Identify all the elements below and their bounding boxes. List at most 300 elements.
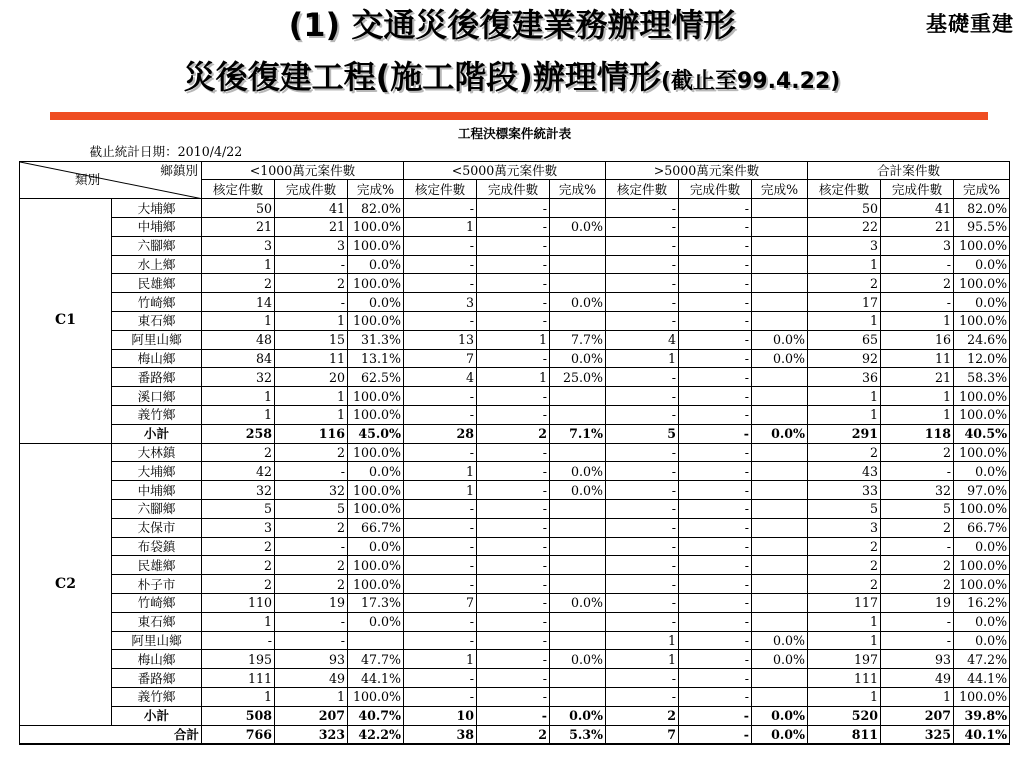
- value-cell: [752, 368, 808, 387]
- value-cell: [550, 612, 606, 631]
- value-cell: 1: [881, 687, 954, 706]
- value-cell: -: [404, 255, 477, 274]
- value-cell: 3: [881, 236, 954, 255]
- table-row: [20, 405, 1010, 424]
- value-cell: 13: [404, 330, 477, 349]
- value-cell: 47.2%: [954, 650, 1010, 669]
- value-cell: -: [404, 387, 477, 406]
- value-cell: 14: [202, 293, 275, 312]
- value-cell: -: [477, 481, 550, 500]
- value-cell: 2: [275, 556, 348, 575]
- value-cell: 1: [606, 650, 679, 669]
- value-cell: 41: [275, 199, 348, 218]
- value-cell: -: [606, 556, 679, 575]
- value-cell: 1: [404, 481, 477, 500]
- value-cell: 2: [808, 274, 881, 293]
- total-value: 7: [606, 725, 679, 744]
- value-cell: -: [477, 687, 550, 706]
- value-cell: 4: [404, 368, 477, 387]
- value-cell: -: [477, 274, 550, 293]
- value-cell: -: [606, 236, 679, 255]
- group-header: <1000萬元案件數: [202, 161, 404, 180]
- value-cell: 32: [202, 481, 275, 500]
- value-cell: 2: [881, 518, 954, 537]
- total-value: -: [679, 725, 752, 744]
- stats-date: 截止統計日期：2010/4/22: [89, 144, 243, 160]
- value-cell: 1: [404, 217, 477, 236]
- value-cell: [752, 274, 808, 293]
- value-cell: -: [679, 575, 752, 594]
- value-cell: -: [881, 462, 954, 481]
- value-cell: -: [679, 217, 752, 236]
- value-cell: 62.5%: [348, 368, 404, 387]
- value-cell: -: [404, 631, 477, 650]
- value-cell: -: [679, 462, 752, 481]
- value-cell: [550, 631, 606, 650]
- value-cell: -: [477, 631, 550, 650]
- table-row: [20, 499, 1010, 518]
- table-row: [20, 217, 1010, 236]
- value-cell: [752, 612, 808, 631]
- value-cell: [752, 537, 808, 556]
- township-cell: 大林鎮: [112, 443, 202, 462]
- value-cell: -: [404, 443, 477, 462]
- total-value: 38: [404, 725, 477, 744]
- value-cell: 2: [202, 443, 275, 462]
- value-cell: 13.1%: [348, 349, 404, 368]
- value-cell: -: [477, 311, 550, 330]
- subtotal-value: 116: [275, 424, 348, 443]
- value-cell: 47.7%: [348, 650, 404, 669]
- value-cell: 1: [202, 255, 275, 274]
- value-cell: 0.0%: [752, 349, 808, 368]
- total-value: 42.2%: [348, 725, 404, 744]
- table-row: [20, 669, 1010, 688]
- value-cell: 2: [881, 556, 954, 575]
- sub-header: 完成件數: [275, 180, 348, 199]
- value-cell: -: [679, 311, 752, 330]
- value-cell: 11: [275, 349, 348, 368]
- value-cell: 17.3%: [348, 593, 404, 612]
- value-cell: 1: [275, 311, 348, 330]
- value-cell: 44.1%: [954, 669, 1010, 688]
- value-cell: 111: [808, 669, 881, 688]
- value-cell: [550, 199, 606, 218]
- value-cell: -: [404, 537, 477, 556]
- value-cell: -: [606, 462, 679, 481]
- value-cell: -: [606, 575, 679, 594]
- value-cell: [752, 575, 808, 594]
- value-cell: 110: [202, 593, 275, 612]
- value-cell: -: [404, 311, 477, 330]
- value-cell: 49: [275, 669, 348, 688]
- table-row: [20, 537, 1010, 556]
- value-cell: 0.0%: [752, 631, 808, 650]
- value-cell: 3: [275, 236, 348, 255]
- value-cell: -: [606, 669, 679, 688]
- value-cell: -: [477, 387, 550, 406]
- value-cell: [752, 499, 808, 518]
- value-cell: 11: [881, 349, 954, 368]
- township-cell: 大埔鄉: [112, 462, 202, 481]
- township-cell: 義竹鄉: [112, 405, 202, 424]
- value-cell: -: [606, 274, 679, 293]
- value-cell: -: [679, 293, 752, 312]
- value-cell: -: [275, 293, 348, 312]
- table-row: [20, 293, 1010, 312]
- subtotal-value: -: [679, 424, 752, 443]
- subtotal-value: 0.0%: [752, 706, 808, 725]
- value-cell: 0.0%: [550, 349, 606, 368]
- subtotal-row: [20, 706, 1010, 725]
- value-cell: 1: [404, 650, 477, 669]
- value-cell: 20: [275, 368, 348, 387]
- value-cell: -: [606, 255, 679, 274]
- value-cell: 16: [881, 330, 954, 349]
- value-cell: 1: [808, 255, 881, 274]
- value-cell: 100.0%: [954, 311, 1010, 330]
- sub-header: 完成%: [550, 180, 606, 199]
- township-cell: 阿里山鄉: [112, 330, 202, 349]
- value-cell: 117: [808, 593, 881, 612]
- value-cell: 84: [202, 349, 275, 368]
- value-cell: 19: [881, 593, 954, 612]
- value-cell: [348, 631, 404, 650]
- value-cell: 17: [808, 293, 881, 312]
- value-cell: -: [606, 217, 679, 236]
- value-cell: -: [881, 255, 954, 274]
- value-cell: 3: [202, 518, 275, 537]
- township-cell: 水上鄉: [112, 255, 202, 274]
- value-cell: 0.0%: [550, 650, 606, 669]
- value-cell: 21: [881, 217, 954, 236]
- value-cell: -: [275, 631, 348, 650]
- value-cell: 7: [404, 349, 477, 368]
- value-cell: 21: [202, 217, 275, 236]
- value-cell: [752, 217, 808, 236]
- value-cell: 97.0%: [954, 481, 1010, 500]
- value-cell: [752, 518, 808, 537]
- value-cell: -: [606, 311, 679, 330]
- value-cell: 1: [202, 612, 275, 631]
- value-cell: -: [477, 349, 550, 368]
- table-row: [20, 612, 1010, 631]
- value-cell: 1: [404, 462, 477, 481]
- value-cell: 82.0%: [348, 199, 404, 218]
- corner-label: 基礎重建: [926, 11, 1014, 36]
- value-cell: -: [679, 349, 752, 368]
- value-cell: [752, 443, 808, 462]
- slide-title-main: 災後復建工程(施工階段)辦理情形: [183, 58, 661, 96]
- value-cell: 5: [202, 499, 275, 518]
- value-cell: -: [606, 387, 679, 406]
- table-row: [20, 199, 1010, 218]
- group-header: 合計案件數: [808, 161, 1010, 180]
- value-cell: 2: [202, 274, 275, 293]
- township-cell: 朴子市: [112, 575, 202, 594]
- township-cell: 大埔鄉: [112, 199, 202, 218]
- value-cell: 1: [275, 387, 348, 406]
- sub-header: 完成%: [348, 180, 404, 199]
- value-cell: 1: [202, 687, 275, 706]
- value-cell: [752, 293, 808, 312]
- value-cell: -: [404, 687, 477, 706]
- table-row: [20, 349, 1010, 368]
- value-cell: 0.0%: [752, 330, 808, 349]
- table-row: [20, 650, 1010, 669]
- value-cell: -: [477, 462, 550, 481]
- value-cell: 1: [808, 387, 881, 406]
- subtotal-value: 520: [808, 706, 881, 725]
- value-cell: [752, 236, 808, 255]
- value-cell: -: [679, 330, 752, 349]
- value-cell: 0.0%: [550, 593, 606, 612]
- table-row: [20, 330, 1010, 349]
- value-cell: -: [606, 518, 679, 537]
- value-cell: 100.0%: [348, 499, 404, 518]
- category-cell: C1: [20, 199, 112, 443]
- value-cell: 100.0%: [954, 499, 1010, 518]
- value-cell: [550, 255, 606, 274]
- value-cell: -: [404, 575, 477, 594]
- sub-header: 核定件數: [606, 180, 679, 199]
- value-cell: 0.0%: [550, 293, 606, 312]
- subtotal-value: 45.0%: [348, 424, 404, 443]
- value-cell: [550, 537, 606, 556]
- value-cell: -: [679, 537, 752, 556]
- value-cell: -: [679, 593, 752, 612]
- table-row: [20, 462, 1010, 481]
- value-cell: -: [404, 199, 477, 218]
- value-cell: 21: [275, 217, 348, 236]
- value-cell: -: [679, 405, 752, 424]
- value-cell: -: [679, 481, 752, 500]
- township-cell: 民雄鄉: [112, 274, 202, 293]
- value-cell: -: [404, 669, 477, 688]
- value-cell: 4: [606, 330, 679, 349]
- value-cell: 32: [202, 368, 275, 387]
- value-cell: -: [679, 274, 752, 293]
- value-cell: 1: [202, 405, 275, 424]
- value-cell: 2: [808, 575, 881, 594]
- subtotal-value: -: [679, 706, 752, 725]
- subtotal-value: 291: [808, 424, 881, 443]
- value-cell: [752, 311, 808, 330]
- value-cell: -: [679, 499, 752, 518]
- subtotal-value: 118: [881, 424, 954, 443]
- township-cell: 中埔鄉: [112, 217, 202, 236]
- value-cell: 32: [881, 481, 954, 500]
- value-cell: [550, 518, 606, 537]
- value-cell: 66.7%: [954, 518, 1010, 537]
- table-row: [20, 593, 1010, 612]
- subtotal-value: 207: [275, 706, 348, 725]
- total-row: [20, 725, 1010, 744]
- value-cell: 42: [202, 462, 275, 481]
- value-cell: 2: [881, 274, 954, 293]
- value-cell: [550, 687, 606, 706]
- value-cell: [550, 405, 606, 424]
- township-cell: 六腳鄉: [112, 236, 202, 255]
- value-cell: 1: [202, 387, 275, 406]
- value-cell: -: [606, 612, 679, 631]
- subtotal-value: 207: [881, 706, 954, 725]
- value-cell: 5: [881, 499, 954, 518]
- table-row: [20, 387, 1010, 406]
- value-cell: -: [477, 575, 550, 594]
- total-value: 325: [881, 725, 954, 744]
- township-cell: 番路鄉: [112, 368, 202, 387]
- value-cell: -: [606, 368, 679, 387]
- value-cell: [752, 687, 808, 706]
- value-cell: 1: [881, 405, 954, 424]
- value-cell: 41: [881, 199, 954, 218]
- value-cell: [550, 669, 606, 688]
- table-row: [20, 481, 1010, 500]
- value-cell: 2: [202, 575, 275, 594]
- value-cell: 100.0%: [348, 217, 404, 236]
- value-cell: [752, 255, 808, 274]
- value-cell: -: [477, 669, 550, 688]
- value-cell: 2: [202, 556, 275, 575]
- slide-title-line1: (1) 交通災後復建業務辦理情形: [288, 6, 736, 44]
- statistics-table: [19, 125, 1010, 745]
- value-cell: -: [275, 612, 348, 631]
- subtotal-value: 40.5%: [954, 424, 1010, 443]
- subtotal-value: 5: [606, 424, 679, 443]
- value-cell: [550, 556, 606, 575]
- value-cell: -: [202, 631, 275, 650]
- value-cell: 111: [202, 669, 275, 688]
- value-cell: 2: [808, 537, 881, 556]
- value-cell: 2: [808, 556, 881, 575]
- value-cell: 2: [275, 575, 348, 594]
- slide-title-line2: [0, 58, 1024, 101]
- value-cell: -: [606, 499, 679, 518]
- total-label: 合計: [20, 725, 202, 744]
- sub-header: 核定件數: [202, 180, 275, 199]
- value-cell: 15: [275, 330, 348, 349]
- value-cell: [550, 387, 606, 406]
- subtotal-value: 508: [202, 706, 275, 725]
- table-row: [20, 443, 1010, 462]
- value-cell: -: [679, 443, 752, 462]
- value-cell: 7.7%: [550, 330, 606, 349]
- value-cell: 36: [808, 368, 881, 387]
- value-cell: 24.6%: [954, 330, 1010, 349]
- header-township: 鄉鎮別: [160, 162, 198, 178]
- value-cell: -: [881, 537, 954, 556]
- value-cell: -: [477, 593, 550, 612]
- subtotal-value: 2: [477, 424, 550, 443]
- table-row: [20, 518, 1010, 537]
- value-cell: -: [404, 518, 477, 537]
- header-category: 類別: [75, 171, 101, 187]
- value-cell: -: [404, 236, 477, 255]
- total-value: 2: [477, 725, 550, 744]
- value-cell: 21: [881, 368, 954, 387]
- value-cell: 2: [881, 575, 954, 594]
- value-cell: 1: [808, 311, 881, 330]
- value-cell: -: [477, 199, 550, 218]
- value-cell: 0.0%: [550, 462, 606, 481]
- value-cell: -: [679, 199, 752, 218]
- township-cell: 梅山鄉: [112, 349, 202, 368]
- value-cell: -: [477, 499, 550, 518]
- value-cell: -: [275, 537, 348, 556]
- value-cell: 100.0%: [348, 274, 404, 293]
- value-cell: 32: [275, 481, 348, 500]
- value-cell: 0.0%: [348, 293, 404, 312]
- value-cell: [752, 669, 808, 688]
- value-cell: -: [477, 236, 550, 255]
- value-cell: -: [606, 199, 679, 218]
- value-cell: 2: [275, 274, 348, 293]
- value-cell: 7: [404, 593, 477, 612]
- value-cell: 33: [808, 481, 881, 500]
- subtotal-value: 7.1%: [550, 424, 606, 443]
- value-cell: [752, 462, 808, 481]
- township-cell: 義竹鄉: [112, 687, 202, 706]
- value-cell: -: [679, 612, 752, 631]
- value-cell: 1: [881, 387, 954, 406]
- township-cell: 東石鄉: [112, 311, 202, 330]
- value-cell: 44.1%: [348, 669, 404, 688]
- group-header: <5000萬元案件數: [404, 161, 606, 180]
- value-cell: 2: [881, 443, 954, 462]
- value-cell: 1: [606, 349, 679, 368]
- table-row: [20, 368, 1010, 387]
- township-cell: 阿里山鄉: [112, 631, 202, 650]
- value-cell: 100.0%: [348, 236, 404, 255]
- sub-header: 核定件數: [808, 180, 881, 199]
- value-cell: 100.0%: [954, 387, 1010, 406]
- value-cell: 0.0%: [954, 612, 1010, 631]
- value-cell: 0.0%: [348, 462, 404, 481]
- value-cell: -: [477, 443, 550, 462]
- value-cell: 100.0%: [348, 443, 404, 462]
- category-township-header: [20, 161, 202, 199]
- value-cell: -: [404, 612, 477, 631]
- value-cell: 12.0%: [954, 349, 1010, 368]
- township-cell: 中埔鄉: [112, 481, 202, 500]
- value-cell: [752, 593, 808, 612]
- value-cell: 1: [808, 612, 881, 631]
- township-cell: 溪口鄉: [112, 387, 202, 406]
- value-cell: [550, 274, 606, 293]
- subtotal-value: -: [477, 706, 550, 725]
- value-cell: 5: [808, 499, 881, 518]
- value-cell: 100.0%: [348, 556, 404, 575]
- value-cell: 65: [808, 330, 881, 349]
- value-cell: -: [881, 631, 954, 650]
- township-cell: 梅山鄉: [112, 650, 202, 669]
- value-cell: 100.0%: [348, 481, 404, 500]
- value-cell: -: [679, 368, 752, 387]
- table-row: [20, 255, 1010, 274]
- value-cell: -: [477, 556, 550, 575]
- value-cell: 43: [808, 462, 881, 481]
- value-cell: 0.0%: [348, 612, 404, 631]
- value-cell: 1: [881, 311, 954, 330]
- value-cell: 1: [477, 368, 550, 387]
- subtotal-value: 258: [202, 424, 275, 443]
- value-cell: -: [679, 556, 752, 575]
- subtotal-label: 小計: [112, 706, 202, 725]
- value-cell: -: [606, 405, 679, 424]
- value-cell: -: [679, 236, 752, 255]
- value-cell: 0.0%: [954, 462, 1010, 481]
